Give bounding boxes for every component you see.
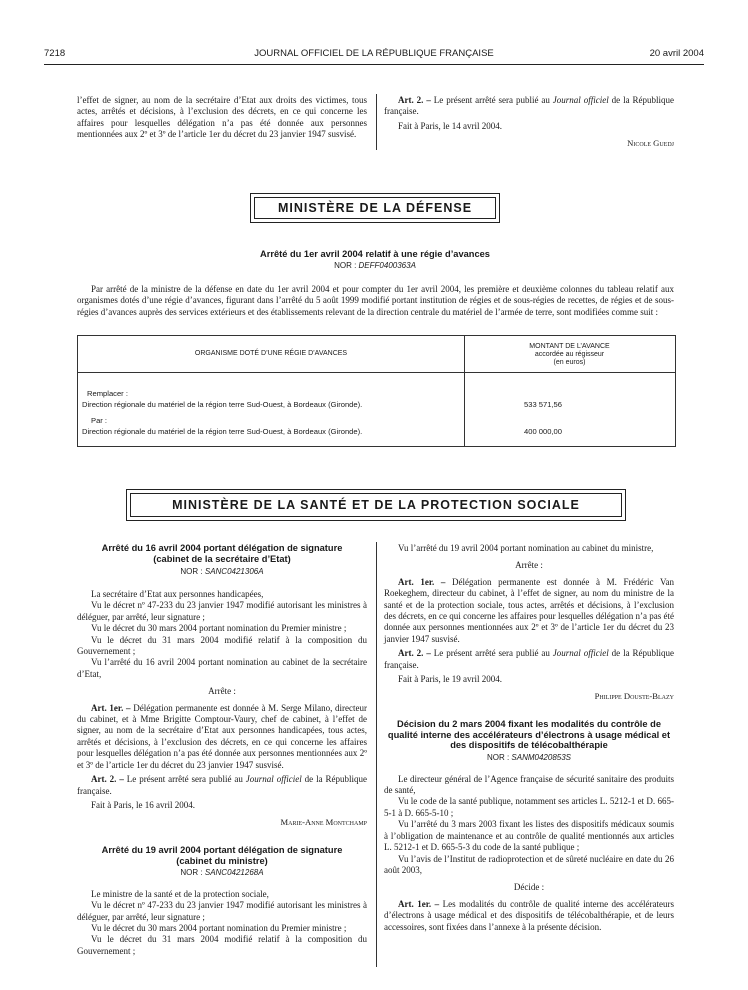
- article-1: Art. 1er. – Délégation permanente est donnée à M. Frédéric Van Roekeghem, directeur du cabinet, à l’effet de signer, au nom du ministre de la santé et de la protection sociale, tous actes, arrêtés et décisions, à l’exclusion des décrets, en ce qui concerne les affaires pour lesquelles délégation n’a pas été donnée aux personnes mentionnées aux 2º et 3º de l’article 1er du décret du 23 janvier 1947 susvisé.: [384, 576, 674, 644]
- issue-date: 20 avril 2004: [649, 48, 704, 59]
- nor-line: NOR : SANM0420853S: [486, 753, 572, 763]
- continued-text: l’effet de signer, au nom de la secrétaire d’Etat aux droits des victimes, tous actes, arrêtés et décisions, à l’exclusion des décrets, en ce qui concerne les affaires pour lesquelles délégation n’a pas été donnée aux personnes mentionnées aux 2º et 3º de l’article 1er du décret du 23 janvier 1947 susvisé.: [77, 95, 367, 140]
- nor-line: NOR : SANC0421268A: [180, 868, 264, 878]
- arrete-title: Arrêté du 1er avril 2004 relatif à une régie d’avances: [260, 249, 490, 259]
- par-label: Par :: [91, 416, 108, 425]
- column-divider-top: [376, 94, 377, 150]
- top-left-column: [77, 95, 367, 141]
- article-1: Art. 1er. – Les modalités du contrôle de qualité interne des accélérateurs d’électrons à usage médical et des dispositifs de télécobalthérapie, et de leurs accessoires, sont fixées dans l’annexe à la présente décision.: [384, 898, 675, 932]
- arrete-16-avril-title: Arrêté du 16 avril 2004 portant délégation de signature (cabinet de la secrétaire d’Etat): [101, 543, 343, 564]
- ministry-heading-sante: MINISTÈRE DE LA SANTÉ ET DE LA PROTECTION SOCIALE: [126, 489, 626, 521]
- row2-organisme: Direction régionale du matériel de la région terre Sud-Ouest, à Bordeaux (Gironde).: [82, 427, 363, 436]
- col-header-montant: MONTANT DE L’AVANCE accordée au régisseur (en euros): [529, 343, 610, 366]
- arrete-19-avril-title: Arrêté du 19 avril 2004 portant délégation de signature (cabinet du ministre): [101, 844, 343, 866]
- article-2: Art. 2. – Le présent arrêté sera publié au Journal officiel de la République française.: [384, 95, 674, 117]
- top-right-column: [384, 95, 674, 150]
- signature: Philippe Douste-Blazy: [594, 691, 674, 702]
- signature: Marie-Anne Montchamp: [280, 817, 367, 828]
- column-divider-sante: [376, 542, 377, 967]
- row1-amount: 533 571,56: [524, 400, 563, 409]
- place-date: Fait à Paris, le 14 avril 2004.: [398, 120, 502, 131]
- regie-table: [77, 335, 676, 447]
- journal-title: JOURNAL OFFICIEL DE LA RÉPUBLIQUE FRANÇAISE: [254, 48, 494, 59]
- running-header: [44, 48, 704, 65]
- article-1: Art. 1er. – Délégation permanente est donnée à M. Serge Milano, directeur du cabinet, et à Mme Brigitte Comptour-Vaury, chef de cabinet, à l’effet de signer, au nom de la secrétaire d’Etat aux personnes handicapées, tous actes, arrêtés et décisions, à l’exclusion des décrets, en ce qui concerne les affaires pour lesquelles délégation n’a pas été donnée aux personnes mentionnées aux 2º et 3º de l’article 1er du décret du 23 janvier 1947 susvisé.: [77, 702, 367, 770]
- page-number: 7218: [44, 48, 66, 59]
- decision-title: Décision du 2 mars 2004 fixant les modalités du contrôle de qualité interne des accélérateurs d’électrons à usage médical et des dispositifs de télécobalthérapie: [387, 718, 671, 751]
- ministry-heading-defense: MINISTÈRE DE LA DÉFENSE: [250, 193, 500, 223]
- signature: Nicole Guedj: [627, 138, 674, 149]
- article-2: Art. 2. – Le présent arrêté sera publié au Journal officiel de la République française.: [384, 648, 674, 670]
- row1-organisme: Direction régionale du matériel de la région terre Sud-Ouest, à Bordeaux (Gironde).: [82, 400, 363, 409]
- arrete-defense-header: [140, 249, 610, 270]
- nor-line: NOR : DEFF0400363A: [334, 260, 416, 270]
- sante-left-column: Arrêté du 16 avril 2004 portant délégation de signature (cabinet de la secrétaire d’Etat) NOR : SANC0421306A La secrétaire d’Etat aux personnes handicapées, Vu le décret nº 47-233 du 23 janvier 1947 modifié autorisant les ministres à déléguer, par arrêté, leur signature ; Vu le décret du 30 mars 2004 portant nomination du Premier ministre ; Vu le décret du 31 mars 2004 modifié relatif à la composition du Gouvernement ; Vu l’arrêté du 16 avril 2004 portant nomination au cabinet de la secrétaire d’Etat, Arrête : Art. 1er. – Délégation permanente est donnée à M. Serge Milano, directeur du cabinet, et à Mme Brigitte Comptour-Vaury, chef de cabinet, à l’effet de signer, au nom de la secrétaire d’Etat aux personnes handicapées, tous actes, arrêtés et décisions, à l’exclusion des décrets, en ce qui concerne les affaires pour lesquelles délégation n’a pas été donnée aux personnes mentionnées aux 2º et 3º de l’article 1er du décret du 23 janvier 1947 susvisé. Art. 2. – Le présent arrêté sera publié au Journal officiel de la République française. Fait à Paris, le 16 avril 2004. Marie-Anne Montchamp Arrêté du 19 avril 2004 portant délégation de signature (cabinet du ministre) NOR : SANC0421268A Le ministre de la santé et de la protection sociale, Vu le décret nº 47-233 du 23 janvier 1947 modifié autorisant les ministres à déléguer, par arrêté, leur signature ; Vu le décret du 30 mars 2004 portant nomination du Premier ministre ; Vu le décret du 31 mars 2004 modifié relatif à la composition du Gouvernement ;: [77, 543, 367, 956]
- sante-right-column: Vu l’arrêté du 19 avril 2004 portant nomination au cabinet du ministre, Arrête : Art. 1er. – Délégation permanente est donnée à M. Frédéric Van Roekeghem, directeur du cabinet, à l’effet de signer, au nom du ministre de la santé et de la protection sociale, tous actes, arrêtés et décisions, à l’exclusion des décrets, en ce qui concerne les affaires pour lesquelles délégation n’a pas été donnée aux personnes mentionnées aux 2º et 3º de l’article 1er du décret du 23 janvier 1947 susvisé. Art. 2. – Le présent arrêté sera publié au Journal officiel de la République française. Fait à Paris, le 19 avril 2004. Philippe Douste-Blazy Décision du 2 mars 2004 fixant les modalités du contrôle de qualité interne des accélérateurs d’électrons à usage médical et des dispositifs de télécobalthérapie NOR : SANM0420853S Le directeur général de l’Agence française de sécurité sanitaire des produits de santé, Vu le code de la santé publique, notamment ses articles L. 5212-1 et D. 665-5-1 à D. 665-5-10 ; Vu l’arrêté du 3 mars 2003 fixant les listes des dispositifs médicaux soumis à l’obligation de maintenance et au contrôle de qualité mentionnés aux articles L. 5212-1 et D. 665-5-3 du code de la santé publique ; Vu l’avis de l’Institut de radioprotection et de sûreté nucléaire en date du 26 août 2003, Décide : Art. 1er. – Les modalités du contrôle de qualité interne des accélérateurs d’électrons à usage médical et des dispositifs de télécobalthérapie, et de leurs accessoires, sont fixées dans l’annexe à la présente décision.: [384, 543, 675, 932]
- defense-body: Par arrêté de la ministre de la défense en date du 1er avril 2004 et pour compter du 1er avril 2004, les première et deuxième colonnes du tableau relatif aux organismes dotés d’une régie d’avances, figurant dans l’arrêté du 5 août 1999 modifié portant institution de régies et de sous-régies de recettes, de régies et de sous-régies d’avances auprès des services extérieurs et des établissements relevant de la direction centrale du matériel de l’armée de terre, sont modifiées comme suit :: [77, 284, 674, 317]
- col-header-organisme: ORGANISME DOTÉ D’UNE RÉGIE D’AVANCES: [194, 350, 348, 357]
- nor-line: NOR : SANC0421306A: [180, 566, 264, 576]
- article-2: Art. 2. – Le présent arrêté sera publié au Journal officiel de la République française.: [77, 774, 367, 796]
- row2-amount: 400 000,00: [524, 427, 563, 436]
- replace-label: Remplacer :: [87, 389, 128, 398]
